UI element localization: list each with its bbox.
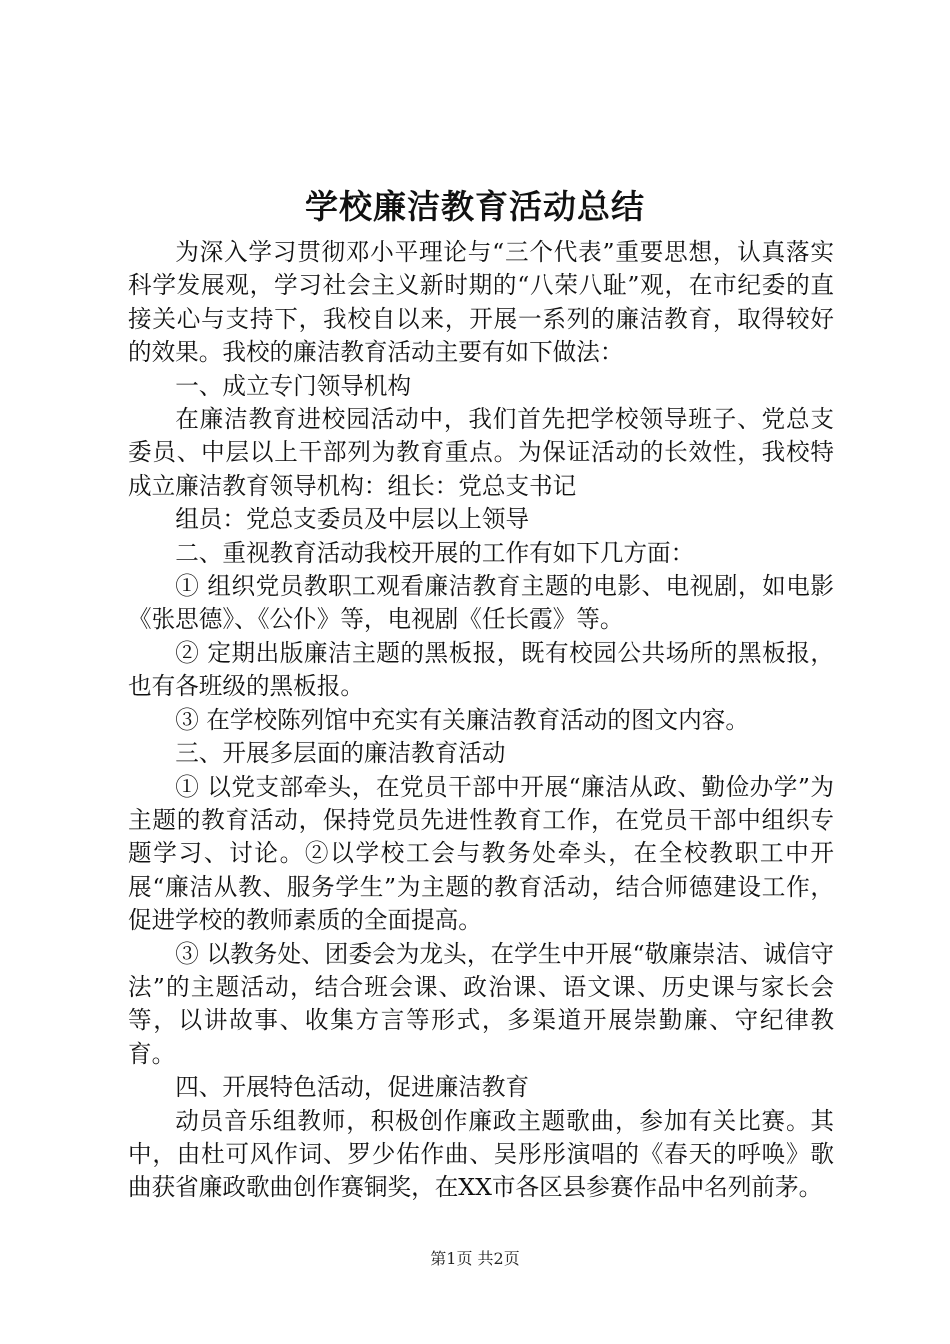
paragraph: 在廉洁教育进校园活动中，我们首先把学校领导班子、党总支委员、中层以上干部列为教育重点。为保证活动的长效性，我校特成立廉洁教育领导机构：组长：党总支书记 [128,405,834,500]
paragraph: 组员：党总支委员及中层以上领导 [175,505,530,534]
paragraph-intro: 为深入学习贯彻邓小平理论与“三个代表”重要思想，认真落实科学发展观，学习社会主义新时期的“八荣八耻”观，在市纪委的直接关心与支持下，我校自以来，开展一系列的廉洁教育，取得较好的效果。我校的廉洁教育活动主要有如下做法： [128,238,834,367]
list-item: ③ 以教务处、团委会为龙头，在学生中开展“敬廉崇洁、诚信守法”的主题活动，结合班会课、政治课、语文课、历史课与家长会等，以讲故事、收集方言等形式，多渠道开展崇勤廉、守纪律教育。 [128,939,834,1068]
list-item: ③ 在学校陈列馆中充实有关廉洁教育活动的图文内容。 [175,705,749,734]
page-footer: 第1页 共2页 [430,1249,520,1268]
list-item: ① 以党支部牵头，在党员干部中开展“廉洁从政、勤俭办学”为主题的教育活动，保持党员先进性教育工作，在党员干部中组织专题学习、讨论。②以学校工会与教务处牵头，在全校教职工中开展“廉洁从教、服务学生”为主题的教育活动，结合师德建设工作，促进学校的教师素质的全面提高。 [128,772,834,935]
section-heading-4: 四、开展特色活动，促进廉洁教育 [175,1073,530,1102]
document-title: 学校廉洁教育活动总结 [305,187,645,226]
list-item: ① 组织党员教职工观看廉洁教育主题的电影、电视剧，如电影《张思德》、《公仆》等，电视剧《任长霞》等。 [128,572,834,634]
document-body [128,236,834,1205]
paragraph: 动员音乐组教师，积极创作廉政主题歌曲，参加有关比赛。其中，由杜可风作词、罗少佑作曲、吴彤彤演唱的《春天的呼唤》歌曲获省廉政歌曲创作赛铜奖，在XX市各区县参赛作品中名列前茅。 [128,1106,834,1202]
section-heading-1: 一、成立专门领导机构 [175,371,412,400]
section-heading-2: 二、重视教育活动我校开展的工作有如下几方面： [175,538,695,567]
list-item: ② 定期出版廉洁主题的黑板报，既有校园公共场所的黑板报，也有各班级的黑板报。 [128,638,834,701]
section-heading-3: 三、开展多层面的廉洁教育活动 [175,739,506,768]
